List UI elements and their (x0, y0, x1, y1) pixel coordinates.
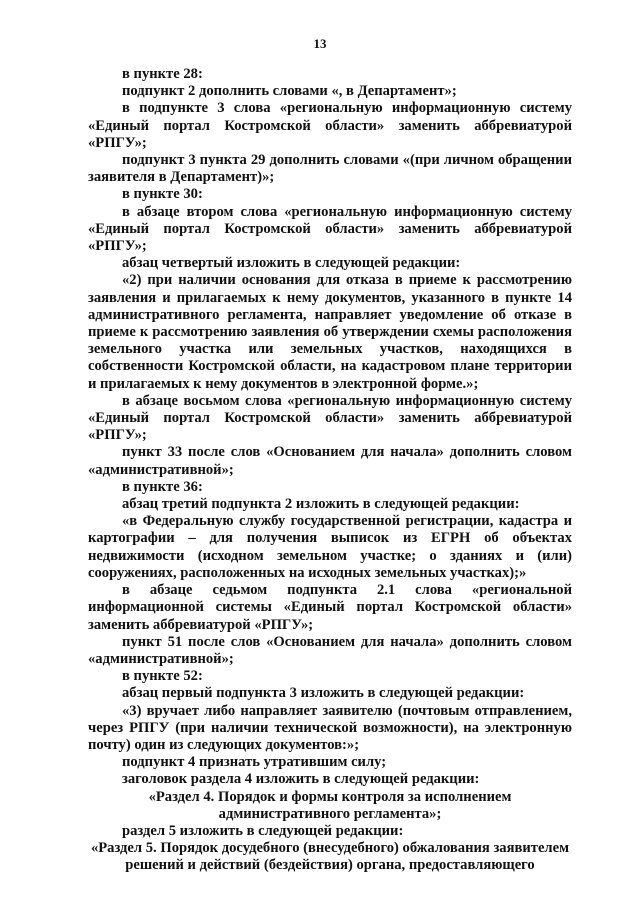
paragraph: в абзаце втором слова «региональную информационную систему «Единый портал Костромской области» заменить аббревиатурой «РПГУ»; (88, 203, 572, 255)
paragraph: в абзаце восьмом слова «региональную информационную систему «Единый портал Костромской области» заменить аббревиатурой «РПГУ»; (88, 392, 572, 444)
paragraph: в абзаце седьмом подпункта 2.1 слова «региональной информационной системы «Единый портал Костромской области» заменить аббревиатурой «РПГУ»; (88, 582, 572, 633)
paragraph: в подпункте 3 слова «региональную информационную систему «Единый портал Костромской области» заменить аббревиатурой «РПГУ»; (88, 100, 572, 151)
paragraph: абзац первый подпункта 3 изложить в следующей редакции: (122, 685, 525, 702)
paragraph: пункт 51 после слов «Основанием для начала» дополнить словом «административной»; (88, 633, 572, 667)
paragraph: подпункт 4 признать утратившим силу; (122, 754, 387, 771)
paragraph-quoted: «3) вручает либо направляет заявителю (почтовым отправлением, через РПГУ (при наличии технической возможности), на электронную почту) один из следующих документов:»; (88, 702, 572, 753)
paragraph: абзац третий подпункта 2 изложить в следующей редакции: (122, 496, 520, 513)
paragraph-quoted: «в Федеральную службу государственной регистрации, кадастра и картографии – для получения выписок из ЕГРН об объектах недвижимости (исходном земельном участке; о зданиях и (или) сооружениях, расположенных на исходных земельных участках);» (88, 513, 572, 581)
paragraph-quoted: «2) при наличии основания для отказа в приеме к рассмотрению заявления и прилагаемых к нему документов, указанного в пункте 14 административного регламента, направляет уведомление об отказе в приеме к рассмотрению заявления об утверждении схемы расположения земельного участка или земельных участков, находящихся в собственности Костромской области, на кадастровом плане территории и прилагаемых к нему документов в электронной форме.»; (88, 272, 572, 392)
paragraph-point-36: в пункте 36: (122, 478, 203, 495)
paragraph-point-30: в пункте 30: (122, 186, 203, 203)
document-body (88, 66, 572, 875)
paragraph: пункт 33 после слов «Основанием для начала» дополнить словом «административной»; (88, 444, 572, 478)
section-5-title: «Раздел 5. Порядок досудебного (внесудебного) обжалования заявителем решений и действий (бездействия) органа, предоставляющего (90, 840, 570, 874)
paragraph: заголовок раздела 4 изложить в следующей редакции: (122, 771, 480, 788)
paragraph-point-52: в пункте 52: (122, 668, 203, 685)
section-4-title: «Раздел 4. Порядок и формы контроля за исполнением административного регламента»; (148, 788, 512, 822)
paragraph: подпункт 3 пункта 29 дополнить словами «(при личном обращении заявителя в Департамент)»; (88, 152, 572, 186)
paragraph-point-28: в пункте 28: (122, 66, 203, 82)
paragraph: подпункт 2 дополнить словами «, в Департамент»; (122, 83, 457, 100)
paragraph: абзац четвертый изложить в следующей редакции: (122, 255, 461, 272)
page-number: 13 (313, 36, 327, 51)
paragraph: раздел 5 изложить в следующей редакции: (122, 822, 404, 839)
